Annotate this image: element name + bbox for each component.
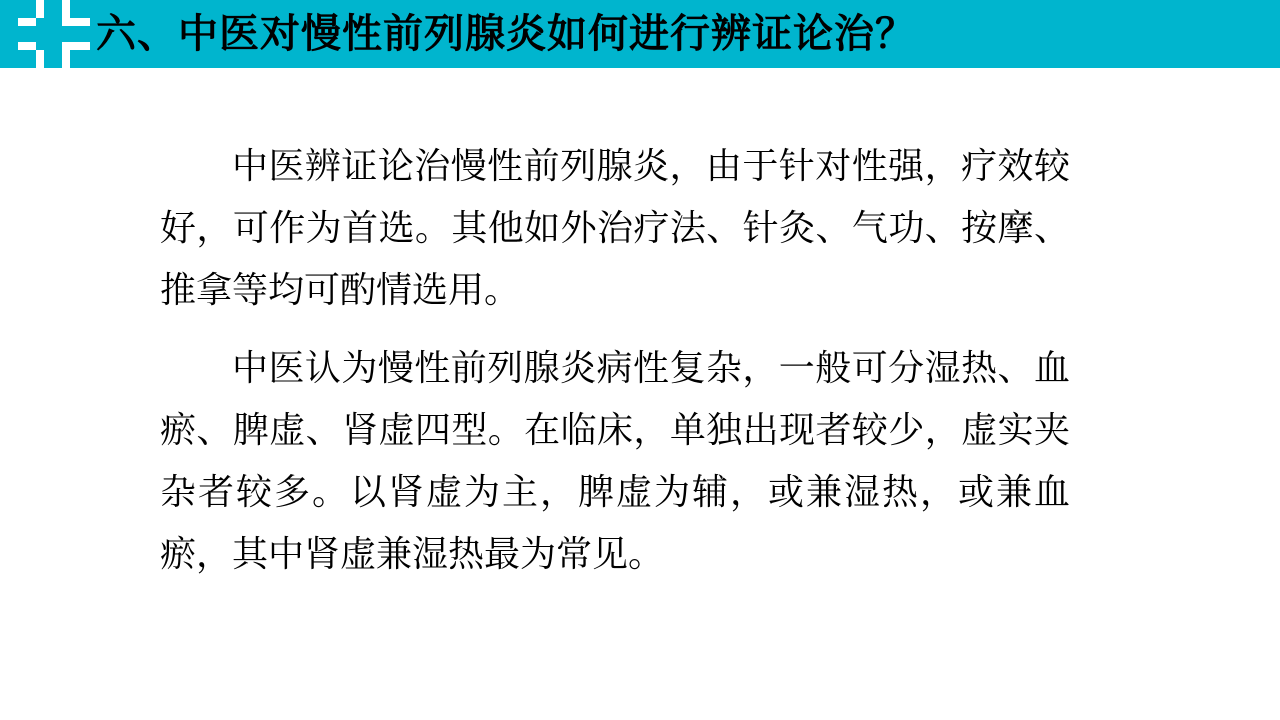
bracket-mark-icon	[18, 0, 90, 68]
header-bar	[0, 0, 1280, 68]
paragraph-1: 中医辨证论治慢性前列腺炎，由于针对性强，疗效较好，可作为首选。其他如外治疗法、针灸、气功、按摩、推拿等均可酌情选用。	[160, 146, 1070, 311]
page-title: 六、中医对慢性前列腺炎如何进行辨证论治？	[96, 11, 916, 57]
paragraph-2: 中医认为慢性前列腺炎病性复杂，一般可分湿热、血瘀、脾虚、肾虚四型。在临床，单独出现者较少，虚实夹杂者较多。以肾虚为主，脾虚为辅，或兼湿热，或兼血瘀，其中肾虚兼湿热最为常见。	[160, 348, 1070, 575]
body-content	[160, 136, 1070, 592]
